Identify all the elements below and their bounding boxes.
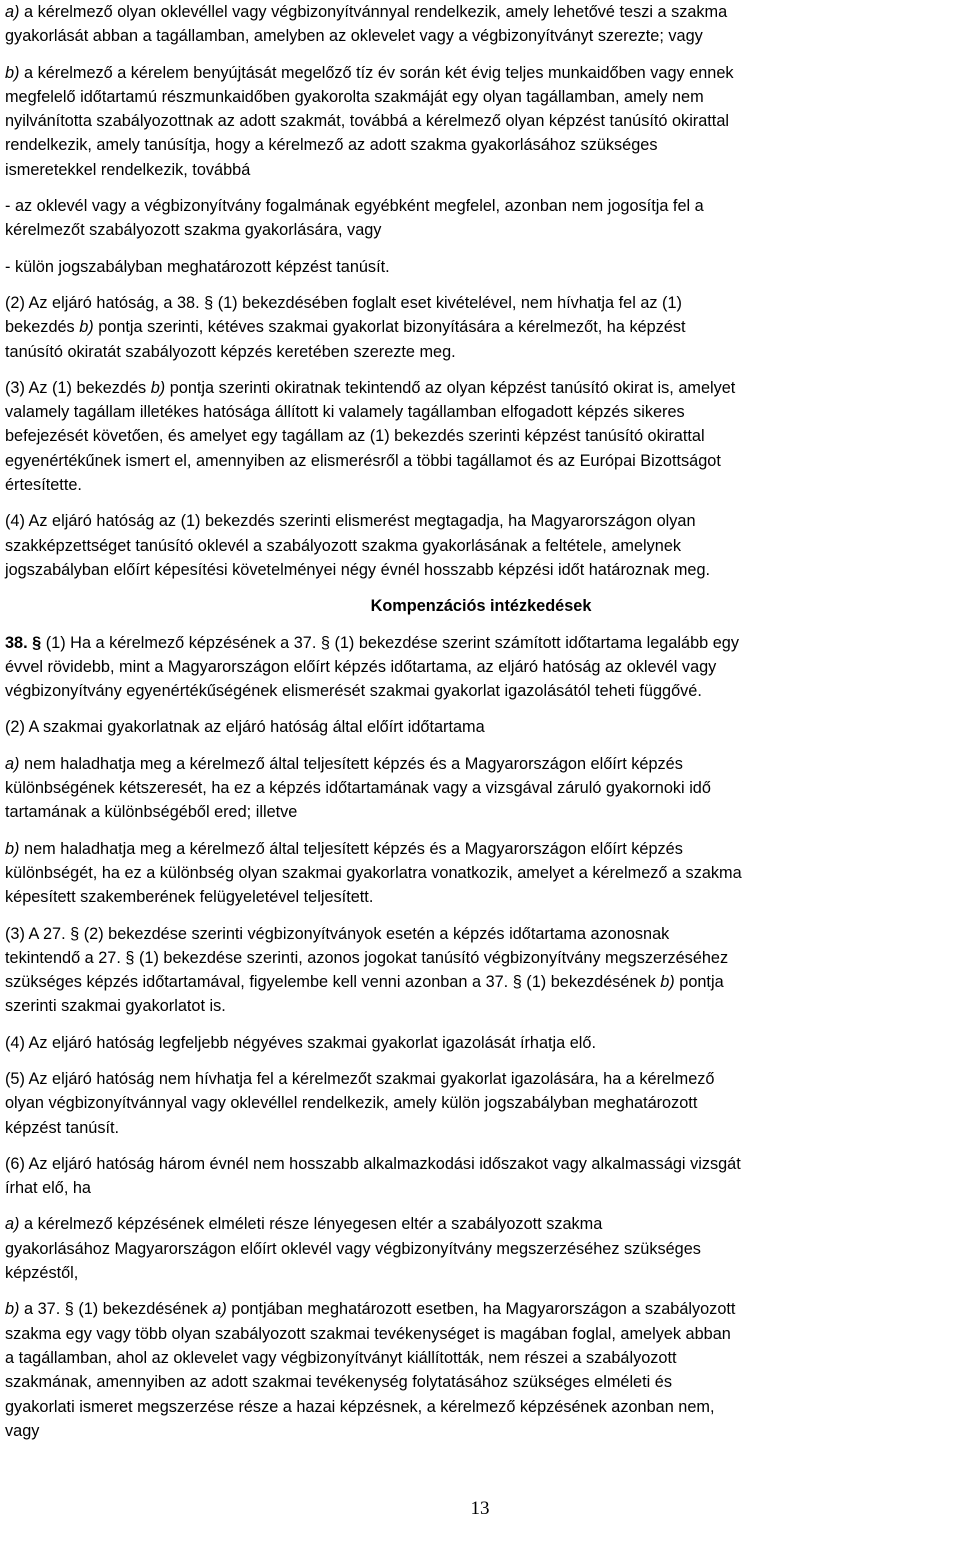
- text-run: a kérelmező képzésének elméleti része lényegesen eltér a szabályozott szakma: [19, 1215, 603, 1234]
- paragraph-spacer: [5, 1285, 957, 1297]
- text-line: [5, 631, 957, 655]
- text-run: (1) Ha a kérelmező képzésének a 37. § (1) bekezdése szerint számított időtartama legalább egy: [41, 633, 739, 652]
- text-run: pontja szerinti okiratnak tekintendő az olyan képzést tanúsító okirat is, amelyet: [165, 378, 736, 397]
- paragraph-spacer: [5, 703, 957, 715]
- italic-text: a): [5, 3, 20, 21]
- text-line: [5, 1297, 957, 1321]
- text-run: pontja: [674, 973, 724, 992]
- text-line: [5, 509, 957, 533]
- text-run: képzéstől,: [5, 1264, 79, 1283]
- text-run: szükséges képzés időtartamával, figyelembe kell venni azonban a 37. § (1) bekezdésének: [5, 973, 661, 992]
- para-38-6: [5, 1152, 957, 1201]
- text-run: olyan végbizonyítvánnyal vagy oklevéllel rendelkezik, amely külön jogszabályban meghatározott: [5, 1094, 698, 1113]
- text-line: [5, 1322, 957, 1346]
- text-line: [5, 655, 957, 679]
- document-page: [5, 0, 957, 1443]
- text-line: [5, 752, 957, 776]
- text-line: [5, 800, 957, 824]
- text-line: [5, 255, 957, 279]
- italic-text: a): [212, 1300, 227, 1319]
- text-run: (2) Az eljáró hatóság, a 38. § (1) bekezdésében foglalt eset kivételével, nem hívhatja fel az (1): [5, 293, 682, 312]
- text-line: [5, 922, 957, 946]
- text-line: [5, 1067, 957, 1091]
- para-38-2-a: [5, 752, 957, 825]
- para-a-oklevel: [5, 0, 957, 49]
- para-4-megtagadas: [5, 509, 957, 582]
- paragraph-spacer: [5, 740, 957, 752]
- text-run: tartamának a különbségéből ered; illetve: [5, 803, 298, 822]
- text-line: [5, 861, 957, 885]
- text-line: [5, 24, 957, 48]
- text-line: [5, 1091, 957, 1115]
- text-line: [5, 1031, 957, 1055]
- text-line: [5, 109, 957, 133]
- text-run: szakmának, amennyiben az adott szakmai tevékenység folytatásához szükséges elméleti és: [5, 1373, 672, 1392]
- text-run: (4) Az eljáró hatóság az (1) bekezdés szerinti elismerést megtagadja, ha Magyarországon olyan: [5, 512, 696, 531]
- text-run: értesítette.: [5, 476, 82, 495]
- text-line: [5, 1346, 957, 1370]
- text-run: megfelelő időtartamú részmunkaidőben gyakorolta szakmáját egy olyan tagállamban, amely nem: [5, 87, 704, 106]
- italic-text: b): [5, 839, 20, 858]
- para-38-2-b: [5, 837, 957, 910]
- text-line: [5, 424, 957, 448]
- dash-item-oklevel: [5, 194, 957, 243]
- text-run: pontjában meghatározott esetben, ha Magyarországon a szabályozott: [226, 1300, 736, 1319]
- text-line: [5, 1152, 957, 1176]
- text-line: [5, 376, 957, 400]
- text-line: [5, 558, 957, 582]
- text-run: gyakorlását abban a tagállamban, amelyben az oklevelet vagy a végbizonyítványt szerezte; vagy: [5, 27, 703, 46]
- para-38-1: [5, 631, 957, 704]
- text-run: képzést tanúsít.: [5, 1118, 120, 1137]
- paragraph-spacer: [5, 182, 957, 194]
- text-run: jogszabályban előírt képesítési követelményei négy évnél hosszabb képzési időt határoznak meg.: [5, 560, 711, 579]
- bold-text: 38.: [5, 633, 28, 652]
- italic-text: b): [150, 378, 166, 397]
- paragraph-spacer: [5, 49, 957, 61]
- text-line: [5, 85, 957, 109]
- text-run: gyakorlásához Magyarországon előírt oklevél vagy végbizonyítvány megszerzéséhez szükséges: [5, 1239, 701, 1258]
- text-run: (5) Az eljáró hatóság nem hívhatja fel a kérelmezőt szakmai gyakorlat igazolására, ha a kérelmező: [5, 1069, 715, 1088]
- bold-text: §: [32, 633, 42, 652]
- text-line: [5, 1176, 957, 1200]
- para-b-ket-ev: [5, 61, 957, 182]
- text-run: a kérelmező olyan oklevéllel vagy végbizonyítvánnyal rendelkezik, amely lehetővé teszi a szakma: [19, 3, 728, 21]
- text-line: [5, 1212, 957, 1236]
- text-run: bekezdés: [5, 318, 80, 337]
- text-run: befejezését követően, és amelyet egy tagállam az (1) bekezdés szerinti képzést tanúsító okirattal: [5, 427, 705, 446]
- text-line: [5, 837, 957, 861]
- text-line: [5, 1261, 957, 1285]
- text-line: [5, 1370, 957, 1394]
- text-line: [5, 1237, 957, 1261]
- text-run: (3) Az (1) bekezdés: [5, 378, 151, 397]
- text-run: képesített szakemberének felügyeletével teljesített.: [5, 888, 374, 907]
- text-line: [5, 776, 957, 800]
- text-line: [5, 1116, 957, 1140]
- text-run: nyilvánította szabályozottnak az adott szakmát, továbbá a kérelmező olyan képzést tanúsító okirattal: [5, 112, 730, 131]
- para-38-6-b: [5, 1297, 957, 1443]
- paragraph-spacer: [5, 497, 957, 509]
- paragraph-spacer: [5, 1019, 957, 1031]
- text-line: [5, 994, 957, 1018]
- paragraph-spacer: [5, 619, 957, 631]
- text-run: szerinti szakmai gyakorlatot is.: [5, 997, 226, 1016]
- italic-text: b): [660, 973, 675, 992]
- text-line: [5, 473, 957, 497]
- text-run: vagy: [5, 1421, 40, 1440]
- text-run: Kompenzációs intézkedések: [370, 597, 592, 616]
- paragraph-spacer: [5, 582, 957, 594]
- text-line: [5, 61, 957, 85]
- text-run: (6) Az eljáró hatóság három évnél nem hosszabb alkalmazkodási időszakot vagy alkalmassági vizsgát: [5, 1154, 741, 1173]
- text-line: [5, 194, 957, 218]
- text-line: [5, 885, 957, 909]
- para-38-5: [5, 1067, 957, 1140]
- text-run: (3) A 27. § (2) bekezdése szerinti végbizonyítványok esetén a képzés időtartama azonosnak: [5, 924, 670, 943]
- italic-text: a): [5, 754, 20, 773]
- para-38-2: [5, 715, 957, 739]
- text-run: egyenértékűnek ismert el, amennyiben az elismerésről a többi tagállamot és az Európai Bizottságot: [5, 451, 721, 470]
- section-heading: [5, 594, 957, 618]
- text-run: - az oklevél vagy a végbizonyítvány fogalmának egyébként megfelel, azonban nem jogosítja fel a: [5, 197, 704, 216]
- text-run: írhat elő, ha: [5, 1179, 91, 1198]
- text-line: [5, 1395, 957, 1419]
- italic-text: a): [5, 1215, 20, 1234]
- paragraph-spacer: [5, 825, 957, 837]
- text-run: (4) Az eljáró hatóság legfeljebb négyéves szakmai gyakorlat igazolását írhatja elő.: [5, 1033, 596, 1052]
- dash-item-kepzes: [5, 255, 957, 279]
- text-run: a kérelmező a kérelem benyújtását megelőző tíz év során két évig teljes munkaidőben vagy ennek: [19, 63, 734, 82]
- text-run: - külön jogszabályban meghatározott képzést tanúsít.: [5, 257, 390, 276]
- text-run: tekintendő a 27. § (1) bekezdése szerinti, azonos jogokat tanúsító végbizonyítvány megszerzéséhez: [5, 948, 729, 967]
- text-run: kérelmezőt szabályozott szakma gyakorlására, vagy: [5, 221, 382, 240]
- text-line: [5, 400, 957, 424]
- para-38-6-a: [5, 1212, 957, 1285]
- text-run: gyakorlati ismeret megszerzése része a hazai képzésnek, a kérelmező képzésének azonban nem,: [5, 1397, 715, 1416]
- para-38-4: [5, 1031, 957, 1055]
- text-run: valamely tagállam illetékes hatósága állított ki valamely tagállamban elfogadott képzés sikeres: [5, 403, 685, 422]
- text-line: [5, 449, 957, 473]
- text-line: [5, 0, 957, 24]
- text-run: pontja szerinti, kétéves szakmai gyakorlat bizonyítására a kérelmezőt, ha képzést: [93, 318, 686, 337]
- paragraph-spacer: [5, 910, 957, 922]
- text-run: szakma egy vagy több olyan szabályozott szakmai tevékenységet is magában foglal, amelyek abban: [5, 1324, 731, 1343]
- italic-text: b): [79, 318, 94, 337]
- text-line: [5, 1419, 957, 1443]
- text-line: [5, 315, 957, 339]
- text-run: nem haladhatja meg a kérelmező által teljesített képzés és a Magyarországon előírt képzés: [19, 754, 683, 773]
- italic-text: b): [5, 63, 20, 82]
- para-3-okirat: [5, 376, 957, 497]
- paragraph-spacer: [5, 279, 957, 291]
- text-line: [5, 133, 957, 157]
- paragraph-spacer: [5, 243, 957, 255]
- text-run: szakképzettséget tanúsító oklevél a szabályozott szakma gyakorlásának a feltétele, amelynek: [5, 536, 682, 555]
- text-run: a 37. § (1) bekezdésének: [19, 1300, 213, 1319]
- paragraph-spacer: [5, 364, 957, 376]
- text-line: [5, 946, 957, 970]
- text-line: [5, 218, 957, 242]
- text-line: [5, 970, 957, 994]
- paragraph-spacer: [5, 1200, 957, 1212]
- text-line: [5, 594, 957, 618]
- text-run: tanúsító okiratát szabályozott képzés keretében szerezte meg.: [5, 342, 456, 361]
- text-run: különbségét, ha ez a különbség olyan szakmai gyakorlatra vonatkozik, amelyet a kérelmező a szakma: [5, 863, 742, 882]
- italic-text: b): [5, 1300, 20, 1319]
- paragraph-spacer: [5, 1055, 957, 1067]
- text-run: ismeretekkel rendelkezik, továbbá: [5, 160, 251, 179]
- text-line: [5, 158, 957, 182]
- page-number: 13: [470, 1498, 490, 1519]
- text-run: (2) A szakmai gyakorlatnak az eljáró hatóság által előírt időtartama: [5, 718, 485, 737]
- text-run: évvel rövidebb, mint a Magyarországon előírt képzés időtartama, az eljáró hatóság az oklevél vagy: [5, 657, 717, 676]
- text-run: nem haladhatja meg a kérelmező által teljesített képzés és a Magyarországon előírt képzés: [19, 839, 683, 858]
- para-2-eljaro-hatosag: [5, 291, 957, 364]
- para-38-3: [5, 922, 957, 1019]
- text-run: végbizonyítvány egyenértékűségének elismerését szakmai gyakorlat igazolásától teheti függővé.: [5, 682, 702, 701]
- text-line: [5, 679, 957, 703]
- paragraph-spacer: [5, 1140, 957, 1152]
- text-line: [5, 340, 957, 364]
- text-run: rendelkezik, amely tanúsítja, hogy a kérelmező az adott szakma gyakorlásához szükséges: [5, 136, 658, 155]
- text-run: a tagállamban, ahol az oklevelet vagy végbizonyítványt kiállították, nem részei a szabályozott: [5, 1348, 677, 1367]
- text-line: [5, 291, 957, 315]
- text-run: különbségének kétszeresét, ha ez a képzés időtartamának vagy a vizsgával záruló gyakornoki idő: [5, 779, 711, 798]
- text-line: [5, 715, 957, 739]
- text-line: [5, 534, 957, 558]
